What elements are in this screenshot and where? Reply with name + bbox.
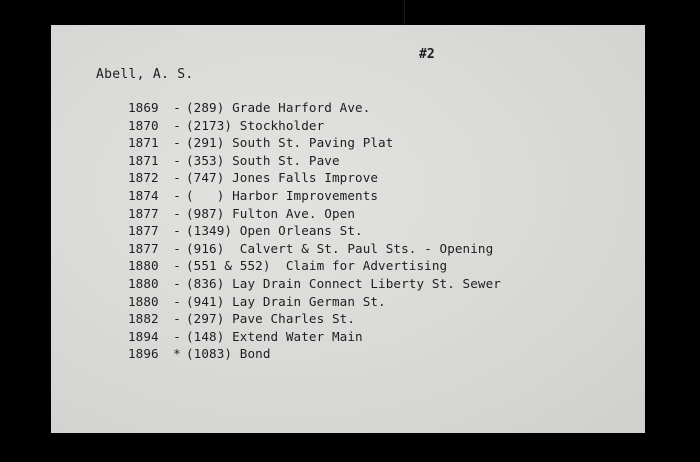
- card-name: Abell, A. S.: [96, 67, 194, 82]
- entry-separator: -: [173, 328, 181, 344]
- entry-text: (2173) Stockholder: [186, 117, 325, 133]
- list-item: [128, 328, 501, 346]
- entry-year: 1872: [128, 170, 159, 186]
- entry-text: (987) Fulton Ave. Open: [186, 205, 356, 221]
- entry-year: 1871: [128, 152, 159, 168]
- list-item: [128, 99, 501, 117]
- entry-text: (1083) Bond: [186, 346, 271, 362]
- entry-year: 1877: [128, 240, 159, 256]
- entry-year: 1882: [128, 311, 159, 327]
- list-item: [128, 117, 501, 135]
- entry-year: 1870: [128, 117, 159, 133]
- entry-year: 1877: [128, 223, 159, 239]
- list-item: [128, 257, 501, 275]
- index-card: [51, 25, 645, 433]
- entry-separator: -: [173, 117, 181, 133]
- list-item: [128, 222, 501, 240]
- entry-year: 1869: [128, 100, 159, 115]
- list-item: [128, 293, 501, 311]
- entry-separator: -: [173, 240, 181, 256]
- list-item: [128, 169, 501, 187]
- entry-text: (747) Jones Falls Improve: [186, 170, 379, 186]
- entry-separator: -: [173, 187, 181, 203]
- entry-separator: -: [173, 170, 181, 186]
- entry-separator: -: [173, 311, 181, 327]
- entry-text: (353) South St. Pave: [186, 152, 340, 168]
- entry-year: 1880: [128, 258, 159, 274]
- entry-text: ( ) Harbor Improvements: [186, 187, 379, 203]
- entry-text: (291) South St. Paving Plat: [186, 135, 394, 151]
- entry-separator: -: [173, 223, 181, 239]
- entry-text: (551 & 552) Claim for Advertising: [186, 258, 448, 274]
- entry-year: 1880: [128, 293, 159, 309]
- entry-text: (916) Calvert & St. Paul Sts. - Opening: [186, 240, 494, 256]
- entry-separator: -: [173, 135, 181, 151]
- entry-year: 1896: [128, 346, 159, 362]
- entry-year: 1880: [128, 275, 159, 291]
- list-item: [128, 152, 501, 170]
- scan-edge-line: [404, 0, 405, 25]
- entry-year: 1877: [128, 205, 159, 221]
- entry-list: [128, 99, 501, 363]
- entry-text: (941) Lay Drain German St.: [186, 293, 386, 309]
- entry-separator: -: [173, 205, 181, 221]
- entry-separator: -: [173, 100, 181, 115]
- entry-year: 1874: [128, 187, 159, 203]
- list-item: [128, 205, 501, 223]
- entry-separator: -: [173, 275, 181, 291]
- entry-separator: -: [173, 293, 181, 309]
- entry-year: 1894: [128, 328, 159, 344]
- list-item: [128, 310, 501, 328]
- entry-separator: -: [173, 258, 181, 274]
- card-number: #2: [419, 47, 435, 62]
- entry-separator: *: [173, 346, 181, 362]
- entry-text: (836) Lay Drain Connect Liberty St. Sewer: [186, 275, 501, 291]
- entry-separator: -: [173, 152, 181, 168]
- list-item: [128, 345, 501, 363]
- entry-text: (1349) Open Orleans St.: [186, 223, 363, 239]
- entry-text: (297) Pave Charles St.: [186, 311, 356, 327]
- list-item: [128, 275, 501, 293]
- entry-text: (148) Extend Water Main: [186, 328, 363, 344]
- list-item: [128, 187, 501, 205]
- entry-text: (289) Grade Harford Ave.: [186, 100, 371, 115]
- list-item: [128, 134, 501, 152]
- list-item: [128, 240, 501, 258]
- entry-year: 1871: [128, 135, 159, 151]
